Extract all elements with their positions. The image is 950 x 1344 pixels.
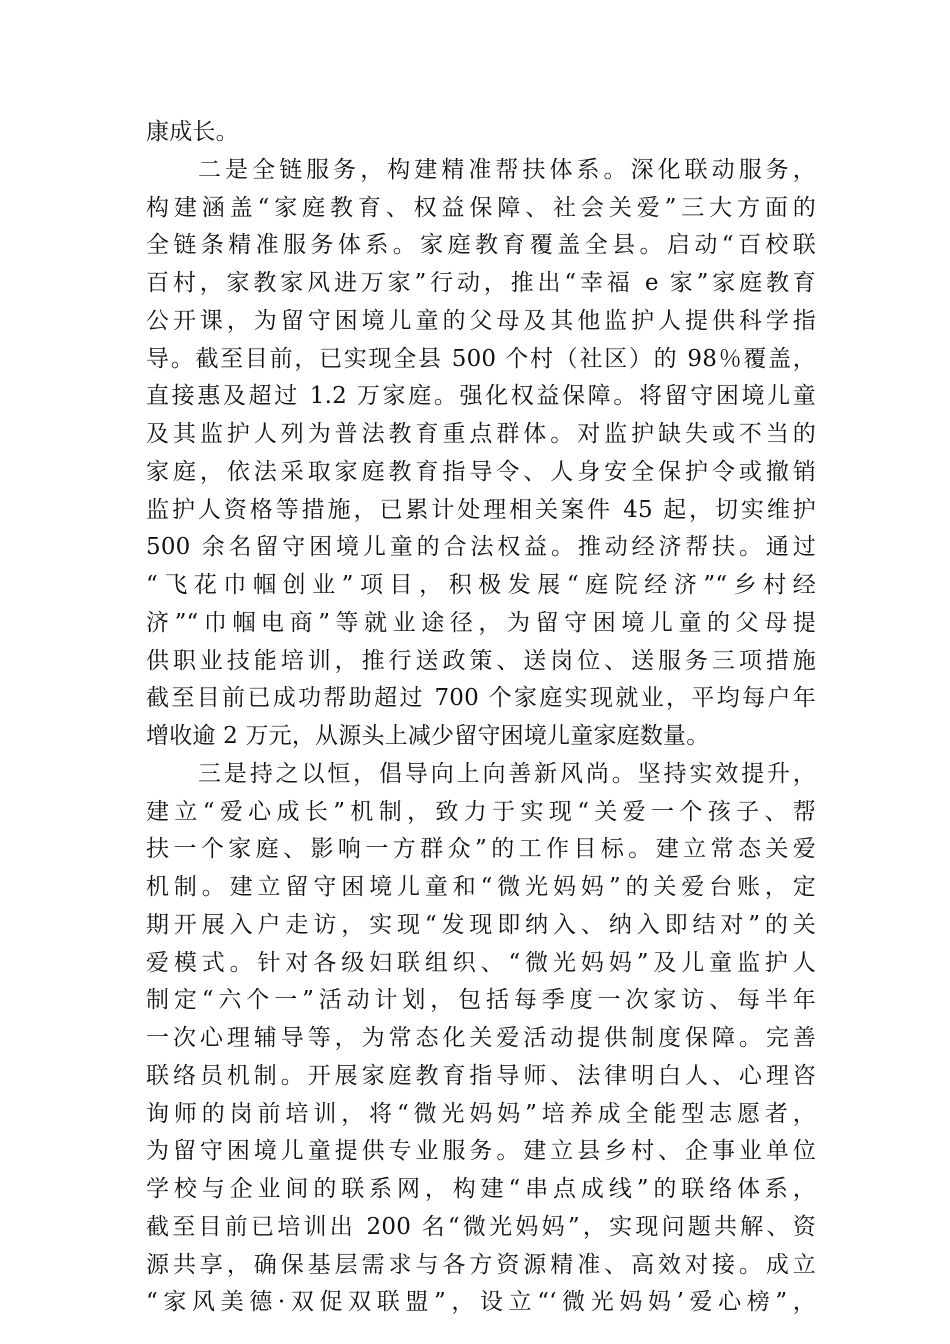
paragraph-end-line: 增收逾 2 万元，从源头上减少留守困境儿童家庭数量。	[146, 723, 710, 749]
paragraph-start-line: 二是全链服务，构建精准帮扶体系。深化联动服务，	[198, 156, 816, 183]
text-line: 爱模式。针对各级妇联组织、“微光妈妈”及儿童监护人	[146, 949, 816, 976]
text-line: 公开课，为留守困境儿童的父母及其他监护人提供科学指	[146, 307, 816, 334]
text-line: 监护人资格等措施，已累计处理相关案件 45 起，切实维护	[146, 496, 816, 523]
text-line: 截至目前已培训出 200 名“微光妈妈”，实现问题共解、资	[146, 1213, 816, 1240]
text-line: 百村，家教家风进万家”行动，推出“幸福 e 家”家庭教育	[146, 270, 816, 296]
text-line: 制定“六个一”活动计划，包括每季度一次家访、每半年	[146, 987, 816, 1014]
text-line: 家庭，依法采取家庭教育指导令、人身安全保护令或撤销	[146, 458, 816, 485]
text-line: 一次心理辅导等，为常态化关爱活动提供制度保障。完善	[146, 1025, 816, 1051]
text-line: “家风美德·双促双联盟”，设立“‘微光妈妈’爱心榜”，	[146, 1289, 816, 1316]
text-line: 期开展入户走访，实现“发现即纳入、纳入即结对”的关	[146, 911, 816, 938]
text-line: 联络员机制。开展家庭教育指导师、法律明白人、心理咨	[146, 1062, 816, 1089]
text-line: 供职业技能培训，推行送政策、送岗位、送服务三项措施	[146, 647, 816, 674]
text-line: 康成长。	[146, 119, 239, 145]
text-line: 直接惠及超过 1.2 万家庭。强化权益保障。将留守困境儿童	[146, 383, 816, 410]
text-line: 截至目前已成功帮助超过 700 个家庭实现就业，平均每户年	[146, 685, 816, 712]
text-line: 机制。建立留守困境儿童和“微光妈妈”的关爱台账，定	[146, 874, 816, 900]
text-line: 源共享，确保基层需求与各方资源精准、高效对接。成立	[146, 1251, 816, 1278]
paragraph-start-line: 三是持之以恒，倡导向上向善新风尚。坚持实效提升，	[198, 760, 816, 787]
text-line: 500 余名留守困境儿童的合法权益。推动经济帮扶。通过	[146, 534, 816, 561]
text-line: 询师的岗前培训，将“微光妈妈”培养成全能型志愿者，	[146, 1100, 816, 1127]
text-line: 济”“巾帼电商”等就业途径，为留守困境儿童的父母提	[146, 609, 816, 636]
body-text	[146, 114, 816, 1322]
text-line: 学校与企业间的联系网，构建“串点成线”的联络体系，	[146, 1176, 816, 1202]
text-line: 构建涵盖“家庭教育、权益保障、社会关爱”三大方面的	[146, 194, 816, 221]
text-line: “飞花巾帼创业”项目，积极发展“庭院经济”“乡村经	[146, 572, 816, 598]
text-line: 为留守困境儿童提供专业服务。建立县乡村、企事业单位	[146, 1138, 816, 1165]
text-line: 全链条精准服务体系。家庭教育覆盖全县。启动“百校联	[146, 232, 816, 259]
text-line: 建立“爱心成长”机制，致力于实现“关爱一个孩子、帮	[146, 798, 816, 825]
text-line: 扶一个家庭、影响一方群众”的工作目标。建立常态关爱	[146, 836, 816, 863]
text-line: 及其监护人列为普法教育重点群体。对监护缺失或不当的	[146, 421, 816, 447]
text-line: 导。截至目前，已实现全县 500 个村（社区）的 98％覆盖，	[146, 345, 816, 372]
